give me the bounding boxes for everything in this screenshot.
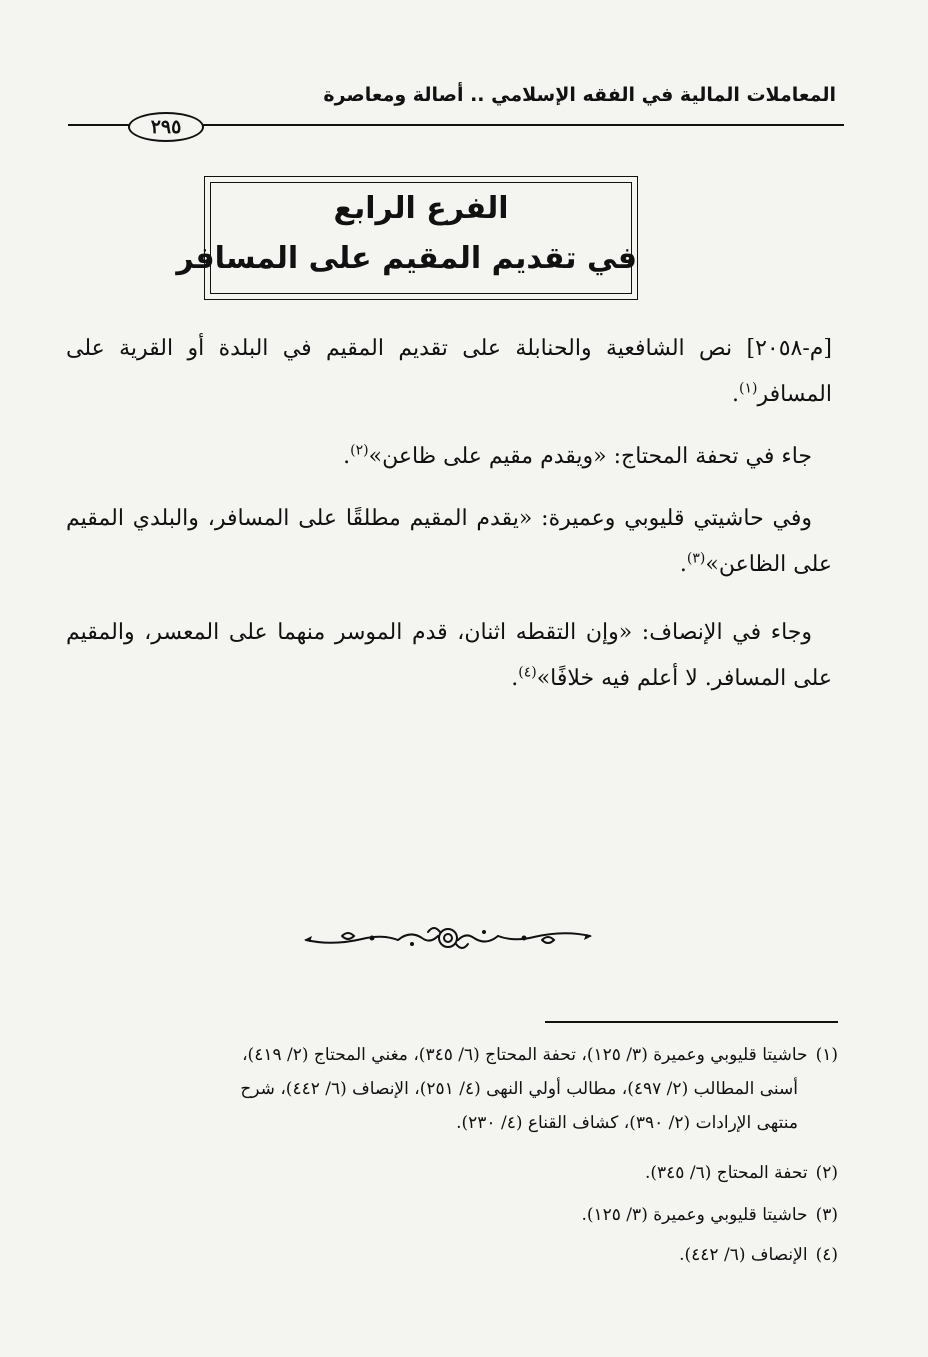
- section-title-box: [176, 176, 638, 300]
- paragraph-4-end: .: [511, 666, 519, 691]
- paragraph-4: [66, 610, 832, 702]
- footnote-ref-3[interactable]: (٣): [686, 550, 706, 567]
- floral-divider-icon: [302, 922, 594, 954]
- footnote-3: [76, 1198, 838, 1232]
- section-heading: الفرع الرابع: [333, 191, 509, 226]
- footnote-3-label: (٣): [815, 1205, 838, 1225]
- paragraph-3: [66, 496, 832, 588]
- footnote-4-text: الإنصاف (٦/ ٤٤٢).: [679, 1245, 808, 1265]
- footnote-2-label: (٢): [815, 1163, 838, 1183]
- paragraph-2-text: جاء في تحفة المحتاج: «ويقدم مقيم على ظاعن»: [368, 444, 812, 469]
- footnote-2: [76, 1156, 838, 1190]
- footnote-1-line-1: حاشيتا قليوبي وعميرة (٣/ ١٢٥)، تحفة المحتاج (٦/ ٣٤٥)، مغني المحتاج (٢/ ٤١٩)،: [242, 1045, 808, 1065]
- paragraph-1-text: [م-٢٠٥٨] نص الشافعية والحنابلة على تقديم المقيم في البلدة أو القرية على المسافر: [66, 336, 832, 407]
- footnote-4-label: (٤): [815, 1245, 838, 1265]
- page-number: ٢٩٥: [128, 112, 204, 142]
- running-header-title: المعاملات المالية في الفقه الإسلامي .. أصالة ومعاصرة: [323, 84, 836, 106]
- footnote-ref-2[interactable]: (٢): [350, 442, 369, 459]
- footnote-separator: [545, 1021, 838, 1023]
- paragraph-4-text: وجاء في الإنصاف: «وإن التقطه اثنان، قدم الموسر منهما على المعسر، والمقيم على المسافر. لا أعلم فيه خلافًا»: [66, 620, 832, 691]
- paragraph-1: [66, 326, 832, 418]
- paragraph-1-end: .: [732, 382, 739, 407]
- section-subheading: في تقديم المقيم على المسافر: [176, 241, 637, 276]
- paragraph-2-end: .: [343, 444, 351, 469]
- footnote-1-line-2: أسنى المطالب (٢/ ٤٩٧)، مطالب أولي النهى (٤/ ٢٥١)، الإنصاف (٦/ ٤٤٢)، شرح: [240, 1079, 798, 1099]
- footnote-ref-4[interactable]: (٤): [518, 664, 537, 681]
- footnote-2-text: تحفة المحتاج (٦/ ٣٤٥).: [644, 1163, 808, 1183]
- paragraph-2: [66, 434, 832, 480]
- paragraph-3-end: .: [679, 552, 687, 577]
- footnote-1-line-3: منتهى الإرادات (٢/ ٣٩٠)، كشاف القناع (٤/ ٢٣٠).: [456, 1113, 798, 1133]
- footnote-3-text: حاشيتا قليوبي وعميرة (٣/ ١٢٥).: [581, 1205, 808, 1225]
- footnote-4: [76, 1238, 838, 1272]
- paragraph-3-text: وفي حاشيتي قليوبي وعميرة: «يقدم المقيم مطلقًا على المسافر، والبلدي المقيم على الظاعن»: [66, 506, 832, 577]
- footnote-ref-1[interactable]: (١): [739, 380, 758, 397]
- footnote-1: [76, 1038, 838, 1140]
- footnote-1-label: (١): [815, 1045, 838, 1065]
